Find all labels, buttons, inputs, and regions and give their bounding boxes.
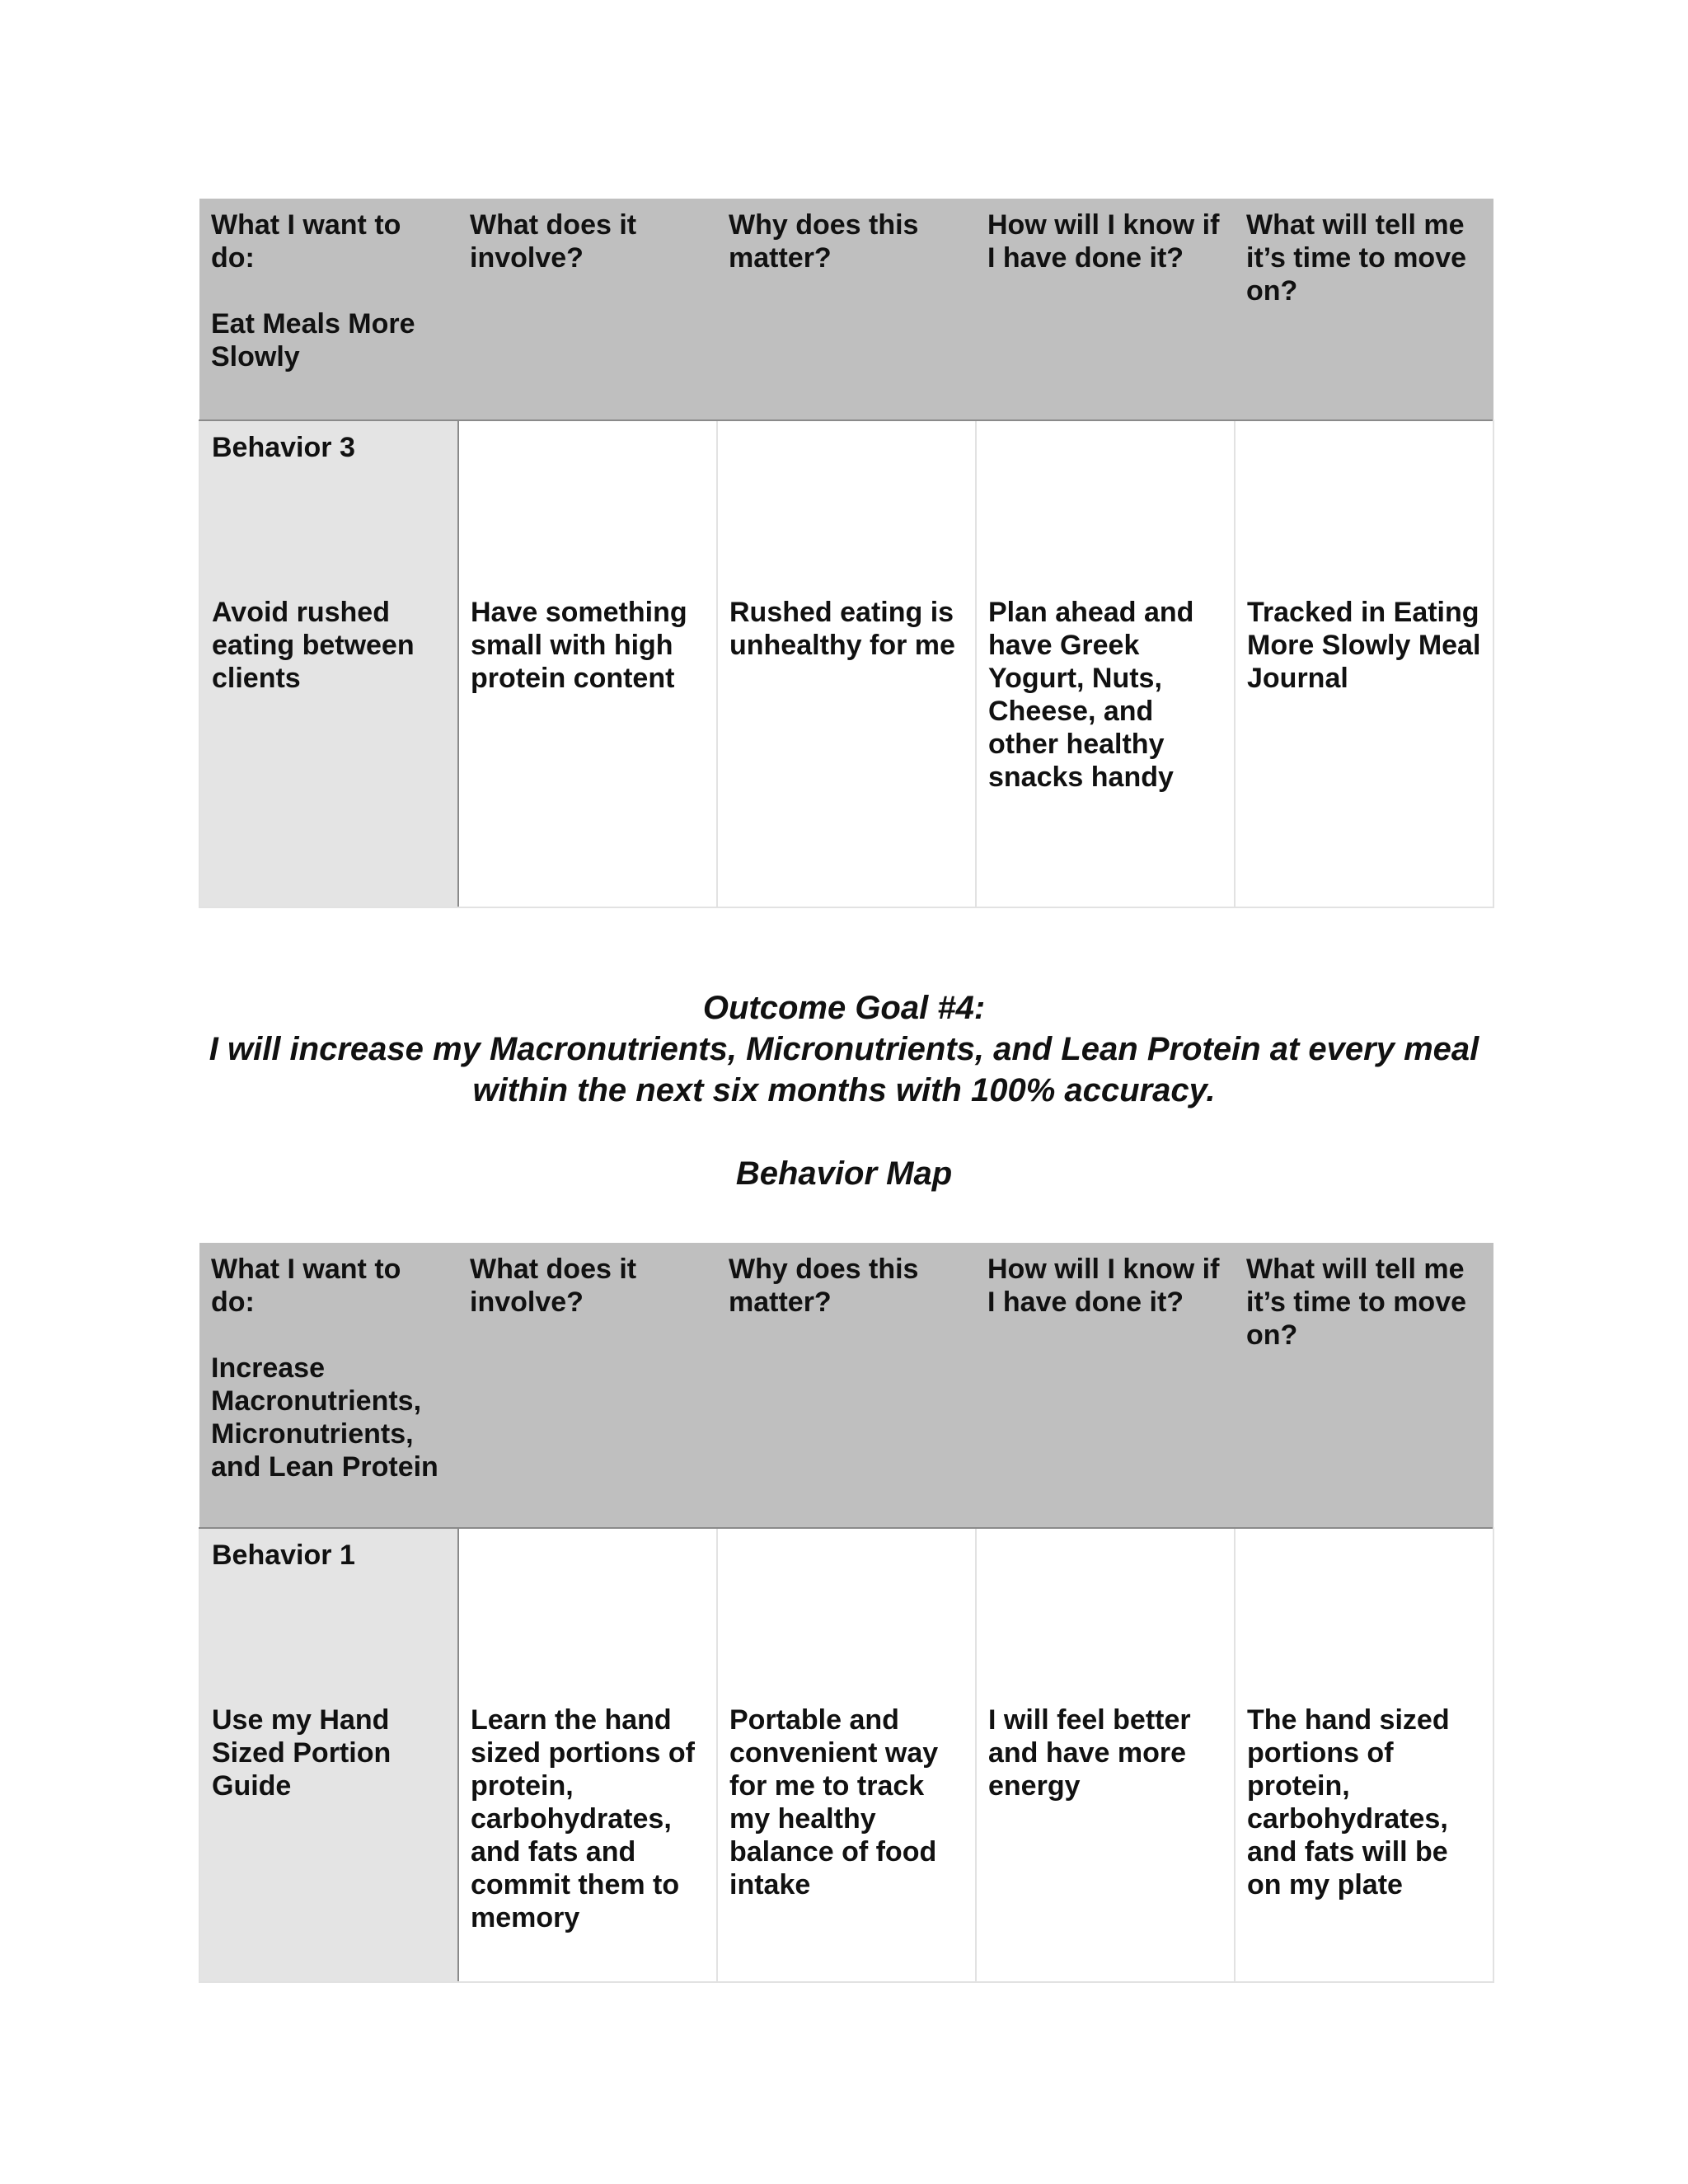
header-how: How will I know if I have done it? [976,1243,1235,1528]
table-header-row [199,1243,1493,1528]
move-on-text: The hand sized portions of protein, carbohydrates, and fats will be on my plate [1247,1704,1450,1900]
how-cell [976,1528,1235,1982]
outcome-goal-title: Outcome Goal #4: [702,990,986,1026]
behavior-number: Behavior 3 [212,432,355,463]
why-cell [717,420,976,907]
behavior-number: Behavior 1 [212,1540,355,1571]
header-move-on: What will tell me it’s time to move on? [1235,1243,1493,1528]
outcome-goal-line-2: within the next six months with 100% accuracy. [472,1072,1216,1108]
how-cell [976,420,1235,907]
behavior-map-title: Behavior Map [735,1155,953,1192]
involve-text: Learn the hand sized portions of protein, carbohydrates, and fats and commit them to memory [471,1704,695,1933]
how-text: Plan ahead and have Greek Yogurt, Nuts, Cheese, and other healthy snacks handy [988,597,1194,793]
move-on-cell [1235,420,1493,907]
header-move-on: What will tell me it’s time to move on? [1235,199,1493,420]
header-involve: What does it involve? [458,1243,717,1528]
involve-cell [458,1528,717,1982]
move-on-text: Tracked in Eating More Slowly Meal Journal [1247,597,1481,694]
header-what-label: What I want to do: [211,209,401,274]
how-text: I will feel better and have more energy [988,1704,1191,1802]
header-involve: What does it involve? [458,199,717,420]
table-row [199,1528,1493,1982]
why-text: Rushed eating is unhealthy for me [729,597,955,661]
header-why: Why does this matter? [717,1243,976,1528]
involve-cell [458,420,717,907]
behavior-map-table-2 [199,1243,1494,1983]
move-on-cell [1235,1528,1493,1982]
behavior-cell [199,1528,458,1982]
why-cell [717,1528,976,1982]
outcome-goal-line-1: I will increase my Macronutrients, Micronutrients, and Lean Protein at every meal [209,1031,1479,1067]
table-header-row [199,199,1493,420]
table-row [199,420,1493,907]
header-what-value: Increase Macronutrients, Micronutrients, and Lean Protein [211,1352,438,1483]
header-what-label: What I want to do: [211,1254,401,1318]
behavior-cell [199,420,458,907]
header-how: How will I know if I have done it? [976,199,1235,420]
header-what-i-want [199,199,458,420]
behavior-goal: Use my Hand Sized Portion Guide [212,1704,392,1802]
why-text: Portable and convenient way for me to track my healthy balance of food intake [729,1704,939,1900]
header-why: Why does this matter? [717,199,976,420]
involve-text: Have something small with high protein content [471,597,687,694]
behavior-map-table-1 [199,199,1494,908]
behavior-goal: Avoid rushed eating between clients [212,597,415,694]
header-what-value: Eat Meals More Slowly [211,308,415,373]
header-what-i-want [199,1243,458,1528]
